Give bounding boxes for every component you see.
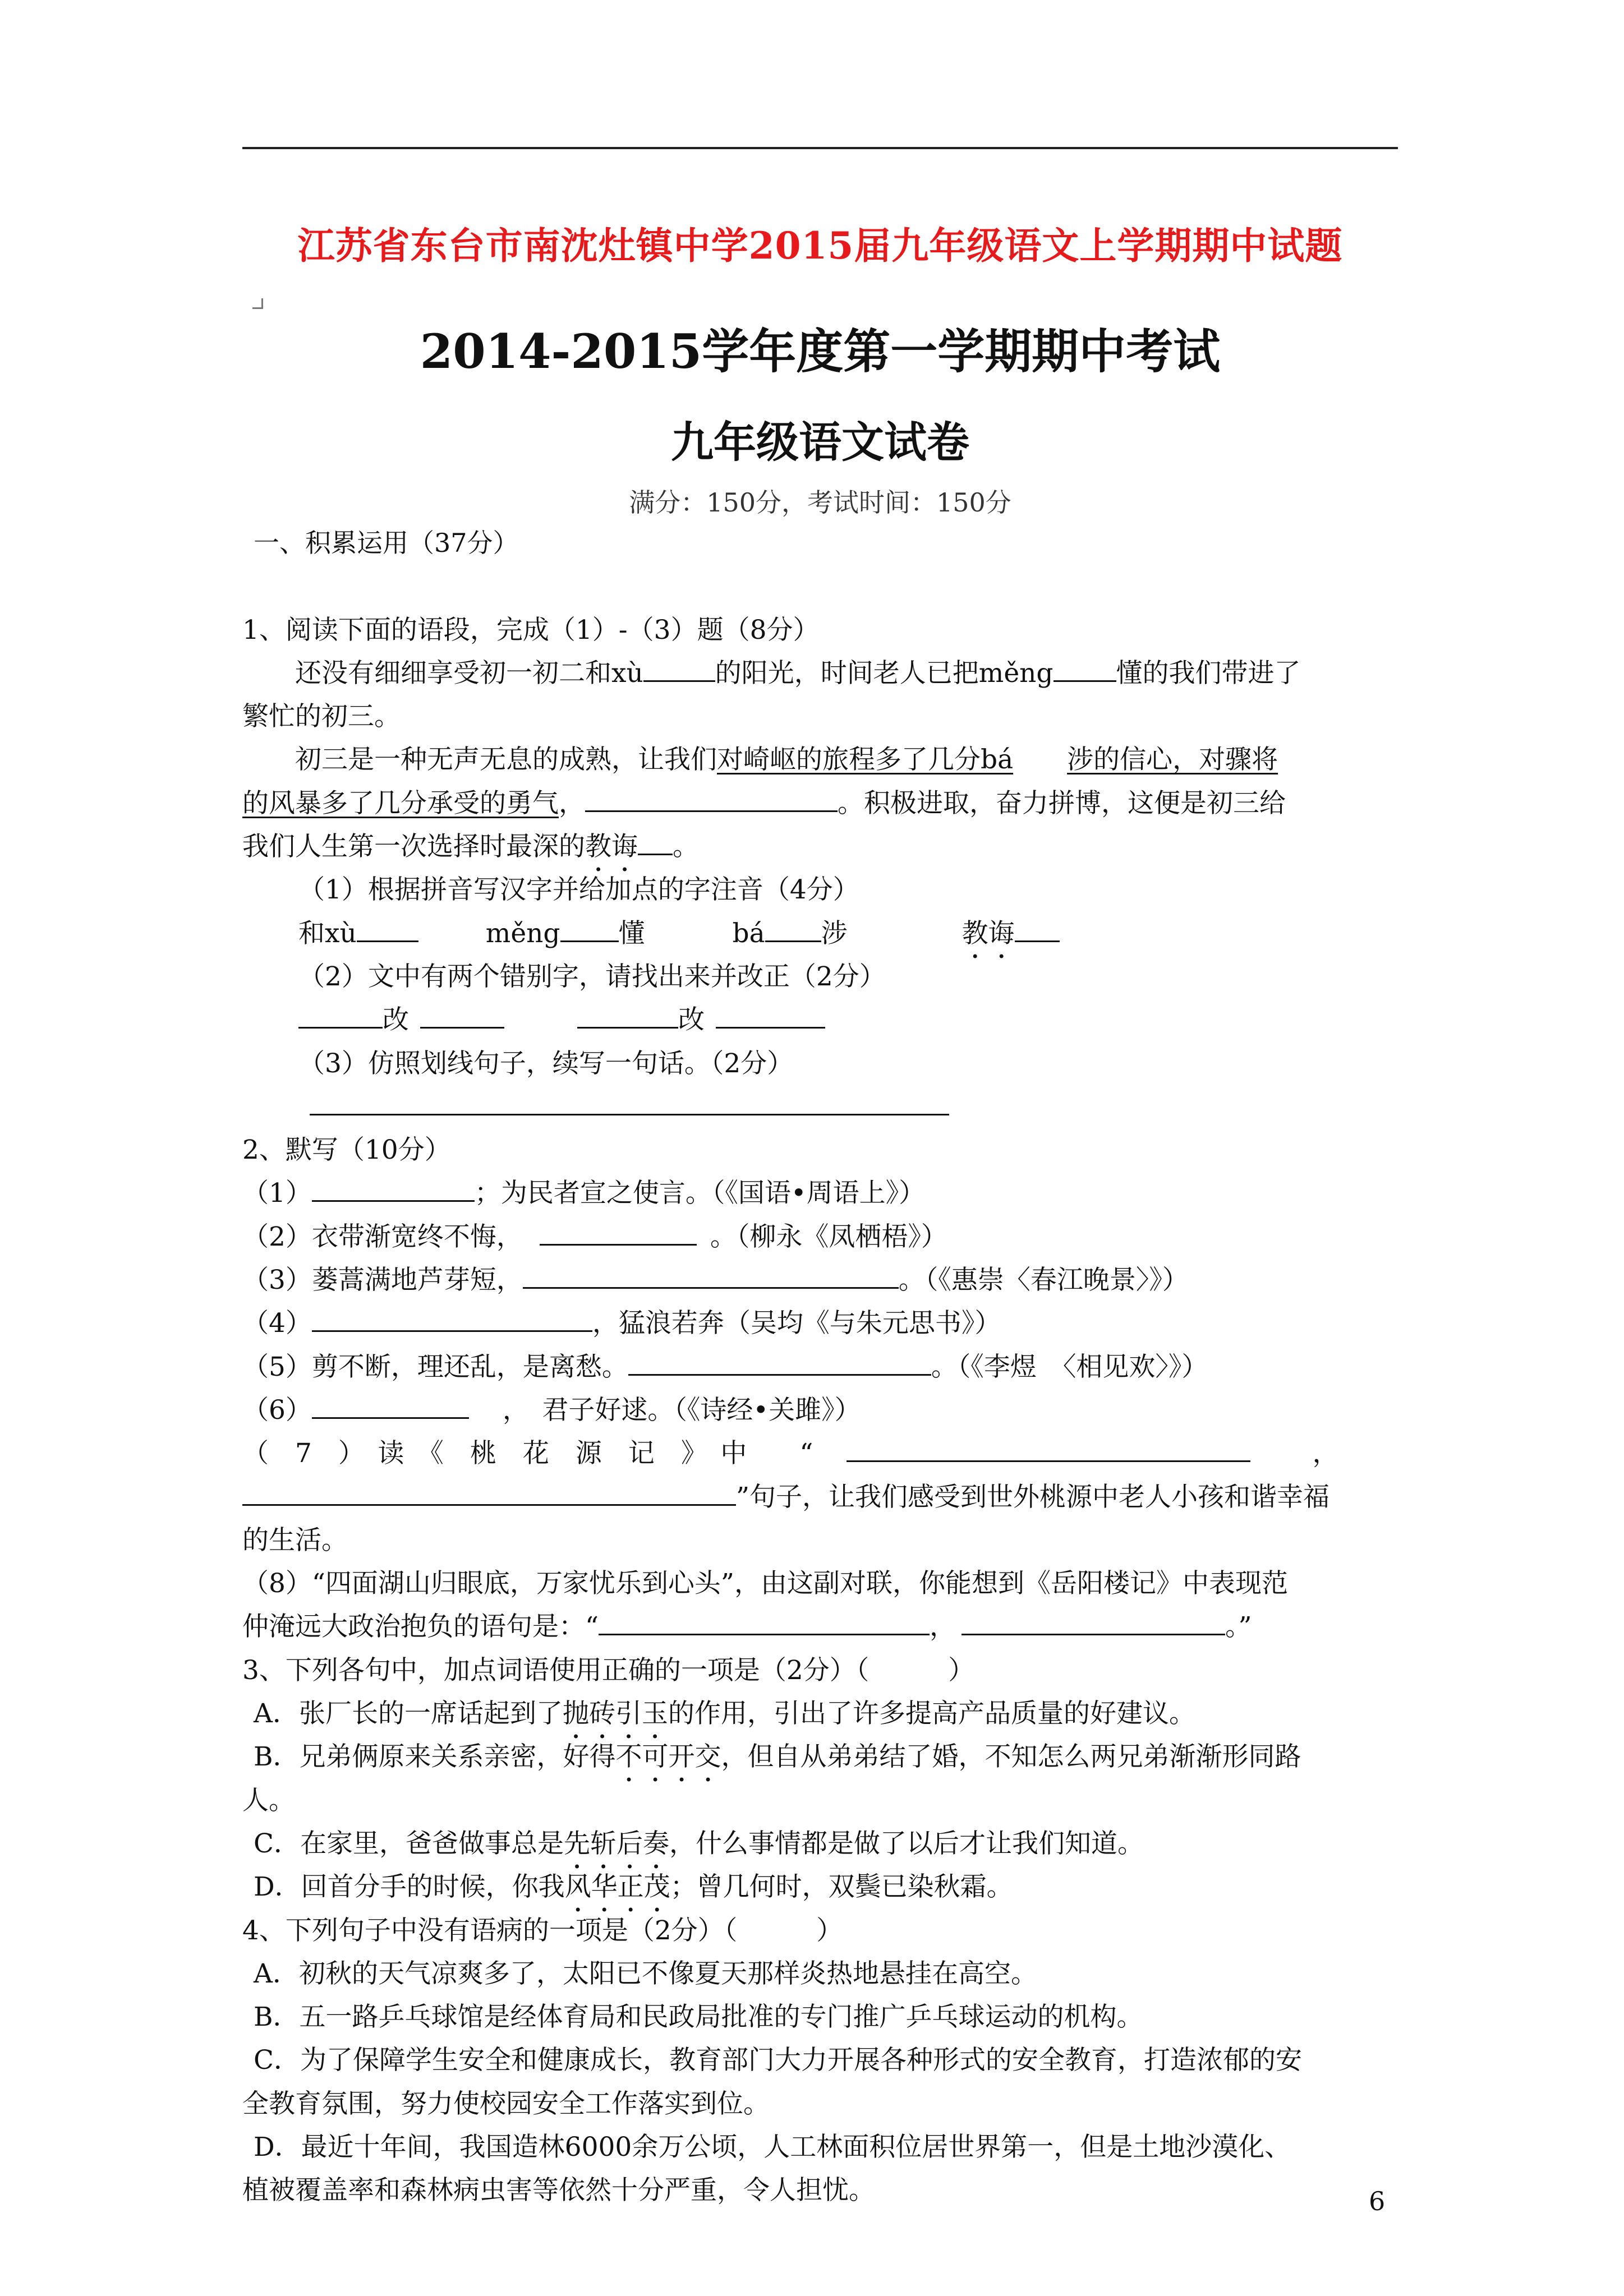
answer-blank [638, 826, 673, 855]
answer-blank [961, 1606, 1225, 1635]
exam-content [242, 522, 1404, 2212]
q1-text: 懂的我们带进了 [1116, 657, 1301, 689]
exam-title: 2014-2015学年度第一学期期中考试 [420, 324, 1221, 379]
paragraph-mark [252, 298, 263, 309]
q3-option-b-cont: 人。 [242, 1785, 295, 1816]
q2-text: （3）蒌蒿满地芦芽短， [242, 1265, 523, 1296]
section-heading: 一、积累运用（37分） [254, 528, 519, 558]
pinyin-item: měng [485, 918, 560, 949]
dotted-word: 先斩后奏 [563, 1828, 669, 1859]
q4-option-d-cont: 植被覆盖率和森林病虫害等依然十分严重，令人担忧。 [242, 2175, 875, 2206]
exam-subtitle: 九年级语文试卷 [671, 417, 969, 467]
q1-para2-line1 [242, 738, 1404, 781]
dotted-word: 风华正茂 [564, 1871, 670, 1903]
q1-text: ， [559, 787, 585, 819]
correction-label: 改 [383, 1004, 409, 1036]
answer-blank [599, 1606, 930, 1635]
q2-text: 。（《惠崇〈春江晚景〉》） [898, 1265, 1189, 1296]
answer-blank [1053, 652, 1116, 682]
q2-text: （ 7 ） 读 《 桃 花 源 记 》 中 “ [242, 1438, 813, 1469]
q2-text: ；为民者宣之使言。（《国语•周语上》） [474, 1178, 926, 1209]
q2-text: 。（《李煜 〈相见欢〉》） [931, 1351, 1208, 1382]
q2-item7-line2 [242, 1476, 1404, 1519]
q2-text: （1） [242, 1178, 312, 1209]
dotted-word: 教诲 [961, 918, 1015, 949]
answer-blank [765, 912, 821, 942]
q4-option-a: A．初秋的天气凉爽多了，太阳已不像夏天那样炎热地悬挂在高空。 [254, 1958, 1037, 1989]
q3-option-a [242, 1692, 1404, 1735]
answer-blank [357, 912, 418, 942]
q1-sub3: （3）仿照划线句子，续写一句话。（2分） [298, 1048, 794, 1079]
q1-text: 初三是一种无声无息的成熟，让我们 [295, 744, 717, 776]
dotted-word: 教诲 [585, 831, 638, 863]
answer-blank [242, 1476, 736, 1506]
underlined-sentence [717, 744, 1278, 775]
option-text: ；曾几何时，双鬓已染秋霜。 [670, 1871, 1013, 1903]
option-text: D．回首分手的时候，你我 [254, 1871, 565, 1903]
dotted-word: 不可开交 [615, 1741, 721, 1773]
dotted-word: 抛砖引玉 [562, 1698, 668, 1730]
q1-sub1: （1）根据拼音写汉字并给加点的字注音（4分） [298, 874, 859, 906]
q2-item8-line1: （8）“四面湖山归眼底，万家忧乐到心头”，由这副对联，你能想到《岳阳楼记》中表现范 [242, 1568, 1288, 1599]
q3-option-d [242, 1865, 1404, 1908]
q1-sub3-answer [242, 1085, 1404, 1128]
answer-blank [420, 999, 504, 1029]
option-text: ，但自从弟弟结了婚，不知怎么两兄弟渐渐形同路 [721, 1741, 1301, 1773]
q1-sub2-answers [242, 998, 1404, 1041]
answer-blank [312, 1172, 475, 1202]
q4-option-b: B．五一路乒乓球馆是经体育局和民政局批准的专门推广乒乓球运动的机构。 [254, 2002, 1143, 2033]
answer-blank [643, 652, 715, 682]
q1-stem: 1、阅读下面的语段，完成（1）-（3）题（8分） [242, 614, 820, 646]
q2-item4 [242, 1302, 1404, 1345]
underlined-sentence: 的风暴多了几分承受的勇气 [242, 787, 559, 819]
q2-item6 [242, 1389, 1404, 1432]
q2-text: 。（柳永《凤栖梧》） [710, 1221, 947, 1252]
q2-item1 [242, 1172, 1404, 1215]
q2-item2 [242, 1215, 1404, 1258]
spacer [242, 565, 1404, 608]
q1-text: 还没有细细享受初一初二和xù [295, 657, 643, 689]
q2-item5 [242, 1345, 1404, 1389]
option-text: ，什么事情都是做了以后才让我们知道。 [669, 1828, 1144, 1859]
q3-option-b [242, 1735, 1404, 1778]
q2-text: （6） [242, 1394, 312, 1426]
pinyin-item: bá [732, 918, 765, 949]
answer-blank [312, 1389, 469, 1419]
answer-blank [716, 999, 825, 1029]
q2-text: （4） [242, 1308, 312, 1339]
q4-option-c-cont: 全教育氛围，努力使校园安全工作落实到位。 [242, 2088, 770, 2119]
exam-info: 满分：150分，考试时间：150分 [629, 487, 1011, 518]
pinyin-item: 涉 [821, 918, 848, 949]
option-text: C．在家里，爸爸做事总是 [254, 1828, 564, 1859]
q2-text: （5）剪不断，理还乱，是离愁。 [242, 1351, 628, 1382]
q1-text: 。 [673, 831, 699, 863]
q1-para2-line3 [242, 825, 1404, 868]
header-rule [242, 147, 1398, 149]
q4-option-c: C．为了保障学生安全和健康成长，教育部门大力开展各种形式的安全教育，打造浓郁的安 [254, 2045, 1302, 2076]
q4-stem: 4、下列句子中没有语病的一项是（2分）（ ） [242, 1915, 843, 1946]
answer-blank [310, 1086, 949, 1115]
q2-item3 [242, 1258, 1404, 1302]
document-title: 江苏省东台市南沈灶镇中学2015届九年级语文上学期期中试题 [297, 224, 1343, 268]
pinyin-item: 和xù [298, 918, 357, 949]
page-number: 6 [1369, 2186, 1386, 2216]
option-text: B．兄弟俩原来关系亲密，好得 [254, 1741, 616, 1773]
q2-text: ， [1312, 1438, 1339, 1469]
q2-stem: 2、默写（10分） [242, 1135, 451, 1166]
answer-blank [560, 912, 619, 942]
q3-option-c [242, 1822, 1404, 1865]
q2-item8-line2 [242, 1605, 1404, 1648]
q1-text: 我们人生第一次选择时最深的 [242, 831, 585, 863]
answer-blank [585, 782, 838, 812]
correction-label: 改 [678, 1004, 705, 1036]
q1-sub2: （2）文中有两个错别字，请找出来并改正（2分） [298, 961, 886, 992]
q2-item7-line1 [242, 1432, 1404, 1475]
q1-text: 的阳光，时间老人已把měng [715, 657, 1053, 689]
q2-text: ”句子，让我们感受到世外桃源中老人小孩和谐幸福 [736, 1481, 1330, 1513]
q2-text: ， [930, 1611, 956, 1643]
answer-blank [312, 1302, 592, 1332]
q2-text: 仲淹远大政治抱负的语句是：“ [242, 1611, 599, 1643]
q2-text: ，猛浪若奔（吴均《与朱元思书》） [592, 1308, 1001, 1339]
q1-para2-line2 [242, 782, 1404, 825]
answer-blank [1015, 912, 1060, 942]
q1-text: 。积极进取，奋力拼博，这便是初三给 [838, 787, 1286, 819]
q1-para1-line1 [242, 652, 1404, 695]
option-text: 的作用，引出了许多提高产品质量的好建议。 [668, 1698, 1195, 1730]
answer-blank [540, 1216, 697, 1246]
q3-stem: 3、下列各句中，加点词语使用正确的一项是（2分）（ ） [242, 1654, 975, 1686]
q2-text: ， 君子好逑。（《诗经•关雎》） [502, 1394, 861, 1426]
q1-para1-line2: 繁忙的初三。 [242, 701, 401, 732]
answer-blank [577, 999, 678, 1029]
q4-option-d: D．最近十年间，我国造林6000余万公顷，人工林面积位居世界第一，但是土地沙漠化、 [254, 2131, 1291, 2163]
q2-text: （2）衣带渐宽终不悔， [242, 1221, 523, 1252]
answer-blank [846, 1432, 1250, 1462]
answer-blank [298, 999, 383, 1029]
underlined-text: 对崎岖的旅程多了几分bá [717, 744, 1014, 776]
q1-sub1-answers [242, 912, 1404, 955]
option-text: A．张厂长的一席话起到了 [254, 1698, 563, 1730]
answer-blank [628, 1346, 931, 1376]
underlined-text: 涉的信心，对骤将 [1067, 744, 1278, 776]
pinyin-item: 懂 [618, 918, 645, 949]
q2-item7-line3: 的生活。 [242, 1524, 348, 1556]
q2-text: 。” [1225, 1611, 1252, 1643]
answer-blank [523, 1259, 899, 1289]
